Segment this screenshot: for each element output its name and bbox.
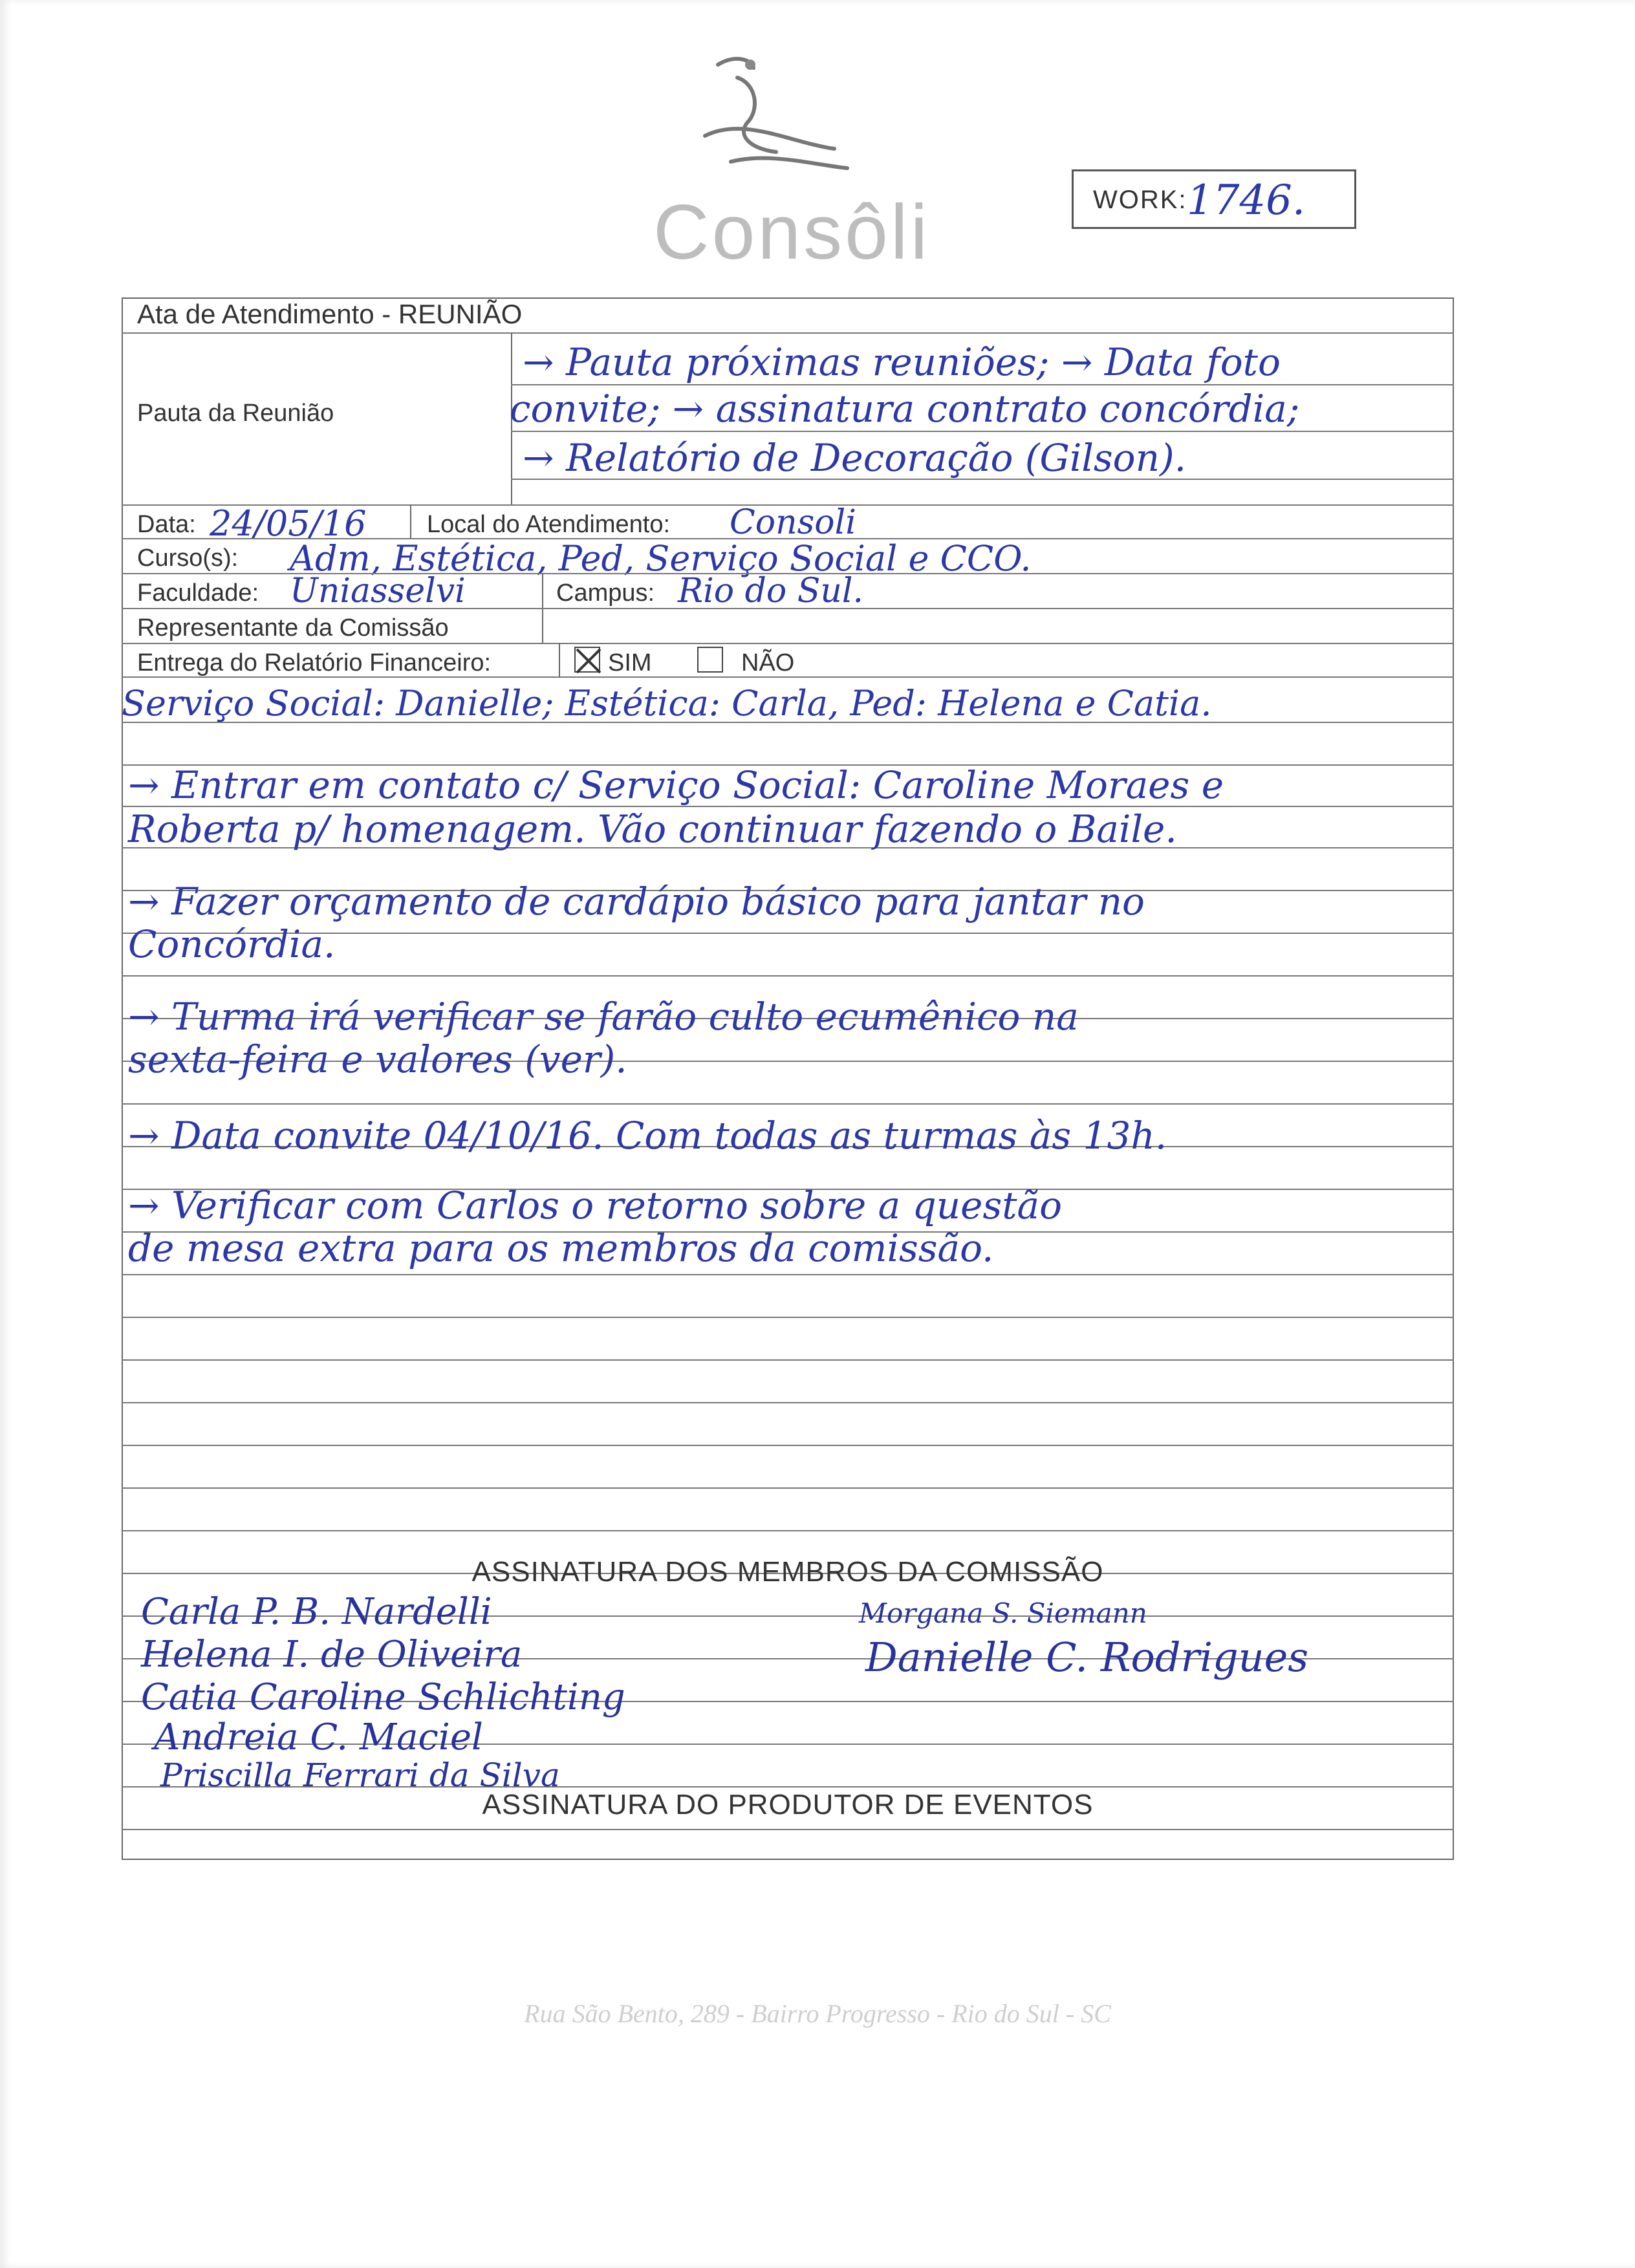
entrega-label: Entrega do Relatório Financeiro:	[137, 649, 492, 676]
logo-wordmark: Consôli	[653, 189, 931, 275]
data-label: Data:	[137, 511, 196, 538]
data-value: 24/05/16	[210, 503, 367, 544]
signature-left-3: Catia Caroline Schlichting	[141, 1676, 625, 1718]
campus-value: Rio do Sul.	[678, 572, 864, 610]
signature-right-1: Morgana S. Siemann	[859, 1597, 1147, 1629]
note-line-10: de mesa extra para os membros da comissão.	[128, 1226, 994, 1270]
local-label: Local do Atendimento:	[427, 511, 671, 538]
note-line-3: Roberta p/ homenagem. Vão continuar fazendo o Baile.	[128, 807, 1177, 851]
representante-label: Representante da Comissão	[137, 614, 449, 642]
signature-right-2: Danielle C. Rodrigues	[865, 1634, 1309, 1681]
faculdade-label: Faculdade:	[137, 579, 259, 607]
note-line-6: → Turma irá verificar se farão culto ecumênico na	[128, 995, 1079, 1039]
footer-address: Rua São Bento, 289 - Bairro Progresso - Rio do Sul - SC	[524, 1999, 1111, 2028]
form-title: Ata de Atendimento - REUNIÃO	[137, 299, 523, 329]
note-line-8: → Data convite 04/10/16. Com todas as turmas às 13h.	[128, 1114, 1167, 1158]
signatures-title: ASSINATURA DOS MEMBROS DA COMISSÃO	[471, 1556, 1104, 1588]
company-logo	[621, 39, 983, 275]
checkmark-x-icon	[576, 648, 601, 674]
entrega-divider	[559, 643, 560, 676]
rule	[122, 608, 1454, 609]
note-line-2: → Entrar em contato c/ Serviço Social: Caroline Moraes e	[128, 763, 1224, 807]
signature-left-2: Helena I. de Oliveira	[141, 1634, 523, 1676]
local-value: Consoli	[730, 503, 856, 542]
sim-checkbox[interactable]	[574, 647, 600, 673]
pauta-line-3: → Relatório de Decoração (Gilson).	[523, 436, 1187, 480]
note-line-9: → Verificar com Carlos o retorno sobre a questão	[128, 1183, 1063, 1227]
note-line-1: Serviço Social: Danielle; Estética: Carla, Ped: Helena e Catia.	[122, 683, 1212, 724]
faculdade-value: Uniasselvi	[290, 572, 466, 610]
sim-label: SIM	[608, 649, 652, 676]
rule	[511, 431, 1454, 432]
cursos-value: Adm, Estética, Ped, Serviço Social e CCO.	[290, 538, 1032, 579]
producer-title: ASSINATURA DO PRODUTOR DE EVENTOS	[482, 1789, 1094, 1820]
rule	[122, 676, 1454, 678]
note-line-4: → Fazer orçamento de cardápio básico para jantar no	[128, 880, 1145, 923]
pauta-line-2: convite; → assinatura contrato concórdia;	[510, 387, 1300, 431]
cursos-label: Curso(s):	[137, 545, 239, 572]
campus-label: Campus:	[556, 579, 655, 607]
work-label: WORK:	[1093, 186, 1187, 214]
signature-left-1: Carla P. B. Nardelli	[141, 1591, 492, 1633]
note-line-7: sexta-feira e valores (ver).	[128, 1037, 627, 1081]
note-line-5: Concórdia.	[128, 922, 336, 966]
signature-left-4: Andreia C. Maciel	[154, 1716, 483, 1758]
signature-left-5: Priscilla Ferrari da Silva	[160, 1756, 560, 1794]
rule	[122, 643, 1454, 644]
rule	[511, 384, 1454, 385]
rule	[122, 332, 1454, 334]
nao-label: NÃO	[741, 649, 795, 676]
pauta-line-1: → Pauta próximas reuniões; → Data foto	[523, 340, 1281, 384]
nao-checkbox[interactable]	[697, 647, 723, 673]
meeting-minutes-form	[122, 297, 1454, 1860]
work-number-box	[1072, 169, 1356, 229]
pauta-label: Pauta da Reunião	[137, 400, 334, 427]
work-number-handwritten: 1746.	[1187, 177, 1306, 224]
data-divider	[410, 504, 411, 538]
